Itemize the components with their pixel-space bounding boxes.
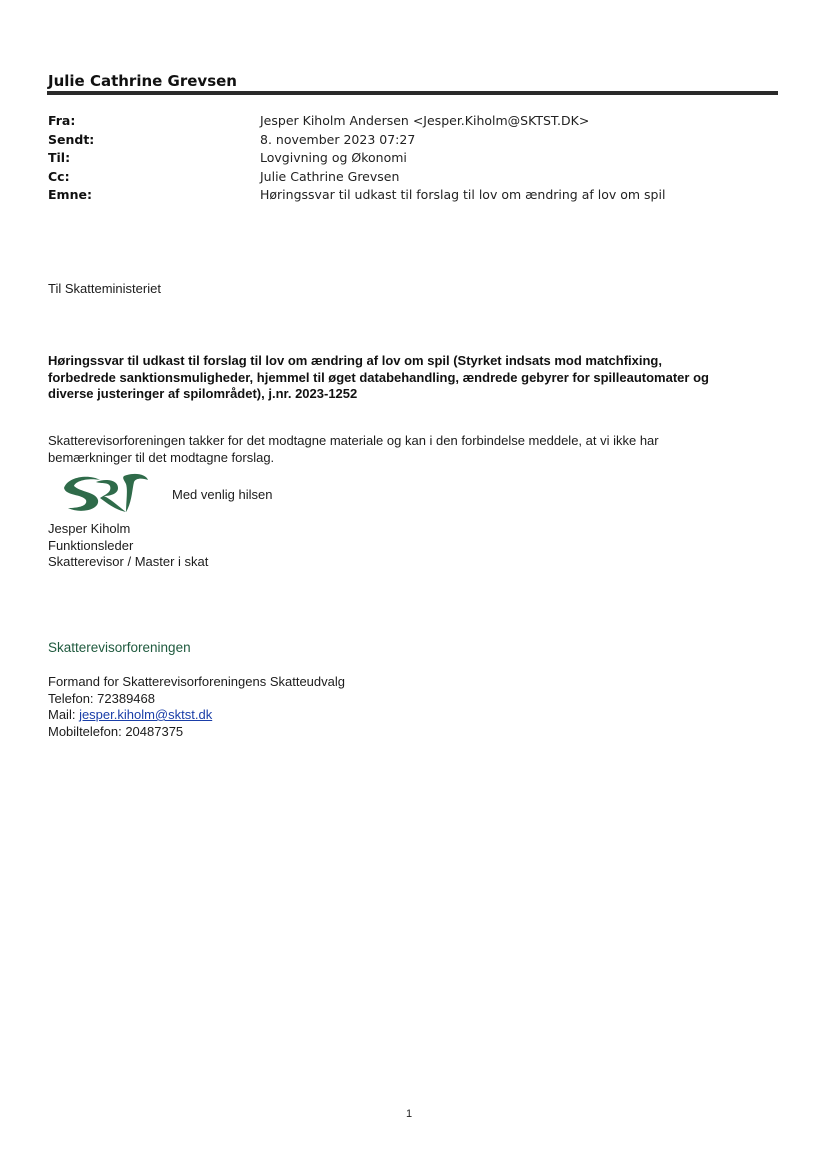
contact-mail [48, 707, 345, 724]
closing-regards: Med venlig hilsen [172, 487, 273, 502]
header-key: Fra: [48, 113, 76, 128]
header-value: 8. november 2023 07:27 [260, 131, 416, 147]
header-value: Lovgivning og Økonomi [260, 150, 407, 165]
paragraph-line: Skatterevisorforeningen takker for det modtagne materiale og kan i den forbindelse meddele, at vi ikke har [48, 433, 659, 448]
contact-mobile: Mobiltelefon: 20487375 [48, 723, 184, 739]
greeting: Til Skatteministeriet [48, 281, 161, 296]
mail-label: Mail: [48, 707, 80, 722]
header-value: Høringssvar til udkast til forslag til lov om ændring af lov om spil [260, 187, 666, 202]
header-value: Julie Cathrine Grevsen [260, 168, 400, 184]
subject-line: diverse justeringer af spilområdet), j.nr. 2023-1252 [48, 386, 358, 401]
header-key: Emne: [48, 187, 92, 202]
paragraph-line: bemærkninger til det modtagne forslag. [48, 449, 275, 465]
contact-position: Formand for Skatterevisorforeningens Skatteudvalg [48, 674, 345, 689]
contact-phone: Telefon: 72389468 [48, 690, 155, 706]
srf-logo-icon [60, 470, 150, 516]
organization-name: Skatterevisorforeningen [48, 640, 191, 655]
subject-line: forbedrede sanktionsmuligheder, hjemmel til øget databehandling, ændrede gebyrer for spilleautomater og [48, 369, 709, 385]
signature-block [48, 521, 208, 571]
header-key: Sendt: [48, 131, 95, 147]
header-divider [47, 91, 778, 95]
header-value: Jesper Kiholm Andersen <Jesper.Kiholm@SKTST.DK> [260, 113, 590, 128]
subject-line: Høringssvar til udkast til forslag til lov om ændring af lov om spil (Styrket indsats mod matchfixing, [48, 353, 662, 368]
signature-title: Skatterevisor / Master i skat [48, 554, 209, 569]
signature-name: Jesper Kiholm [48, 521, 131, 536]
header-key: Cc: [48, 168, 70, 184]
body-paragraph [48, 433, 748, 466]
mailbox-owner-name: Julie Cathrine Grevsen [48, 72, 237, 90]
mail-link[interactable]: jesper.kiholm@sktst.dk [79, 707, 213, 722]
page-number: 1 [406, 1108, 413, 1120]
signature-role: Funktionsleder [48, 537, 134, 553]
contact-block [48, 674, 345, 740]
subject-heading [48, 353, 788, 403]
header-key: Til: [48, 150, 71, 165]
